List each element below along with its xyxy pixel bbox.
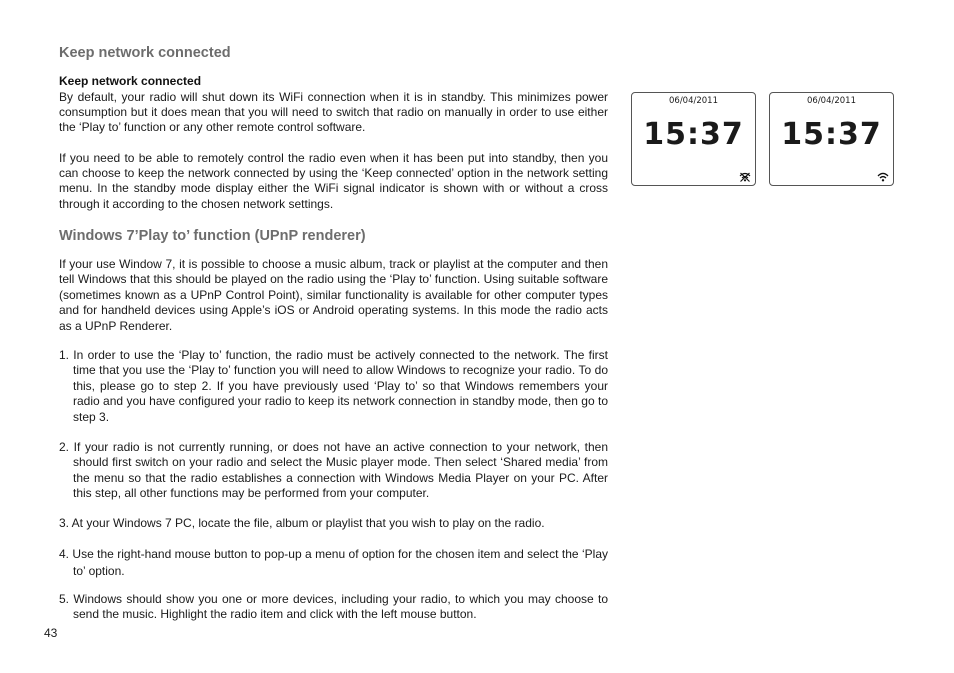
wifi-icon [877, 172, 889, 182]
paragraph-play-to-intro: If your use Window 7, it is possible to choose a music album, track or playlist at the computer and then tell Windows that this should be played on the radio using the ‘Play to’ function. Using suitable software (sometimes known as a UPnP Control Point), similar functionality is available for other computer types and for handheld devices using Apple’s iOS or Android operating systems. In this mode the radio acts as a UPnP Renderer. [59, 257, 608, 333]
paragraph-keep-connected: If you need to be able to remotely control the radio even when it has been put into standby, then you can choose to keep the network connected by using the ‘Keep connected’ option in the network setting menu. In the standby mode display either the WiFi signal indicator is shown with or without a cross through it according to the chosen network settings. [59, 151, 608, 211]
display-time: 15:37 [781, 117, 882, 152]
wifi-crossed-icon [739, 172, 751, 182]
paragraph-standby-default: By default, your radio will shut down its WiFi connection when it is in standby. This minimizes power consumption but it does mean that you will need to switch that radio on manually in order to use either the ‘Play to’ function or any other remote control software. [59, 90, 608, 135]
section-heading-play-to: Windows 7’Play to’ function (UPnP renderer) [59, 228, 366, 244]
page-number: 43 [44, 626, 58, 640]
section-heading-keep-network: Keep network connected [59, 45, 231, 61]
display-date: 06/04/2011 [669, 96, 718, 106]
list-item-step-4: 4. Use the right-hand mouse button to pop-up a menu of option for the chosen item and select the ‘Play to’ option. [59, 547, 608, 578]
list-item-step-1: 1. In order to use the ‘Play to’ function, the radio must be actively connected to the network. The first time that you use the ‘Play to’ function you will need to allow Windows to recognize your radio. To do this, please go to step 2. If you have previously used ‘Play to’ so that Windows remembers your radio and you have configured your radio to keep its network connection in standby mode, then go to step 3. [59, 348, 608, 424]
list-item-step-2: 2. If your radio is not currently running, or does not have an active connection to your network, then should first switch on your radio and select the Music player mode. Then select ‘Shared media’ from the menu so that the radio establishes a connection with Windows Media Player on your PC. After this step, all other functions may be performed from your computer. [59, 440, 608, 501]
display-time: 15:37 [643, 117, 744, 152]
display-date: 06/04/2011 [807, 96, 856, 106]
list-item-step-3: 3. At your Windows 7 PC, locate the file, album or playlist that you wish to play on the radio. [59, 516, 545, 530]
list-item-step-5: 5. Windows should show you one or more devices, including your radio, to which you may choose to send the music. Highlight the radio item and click with the left mouse button. [59, 592, 608, 622]
standby-display-disconnected [631, 92, 756, 186]
subheading-keep-network: Keep network connected [59, 74, 202, 88]
standby-display-connected [769, 92, 894, 186]
